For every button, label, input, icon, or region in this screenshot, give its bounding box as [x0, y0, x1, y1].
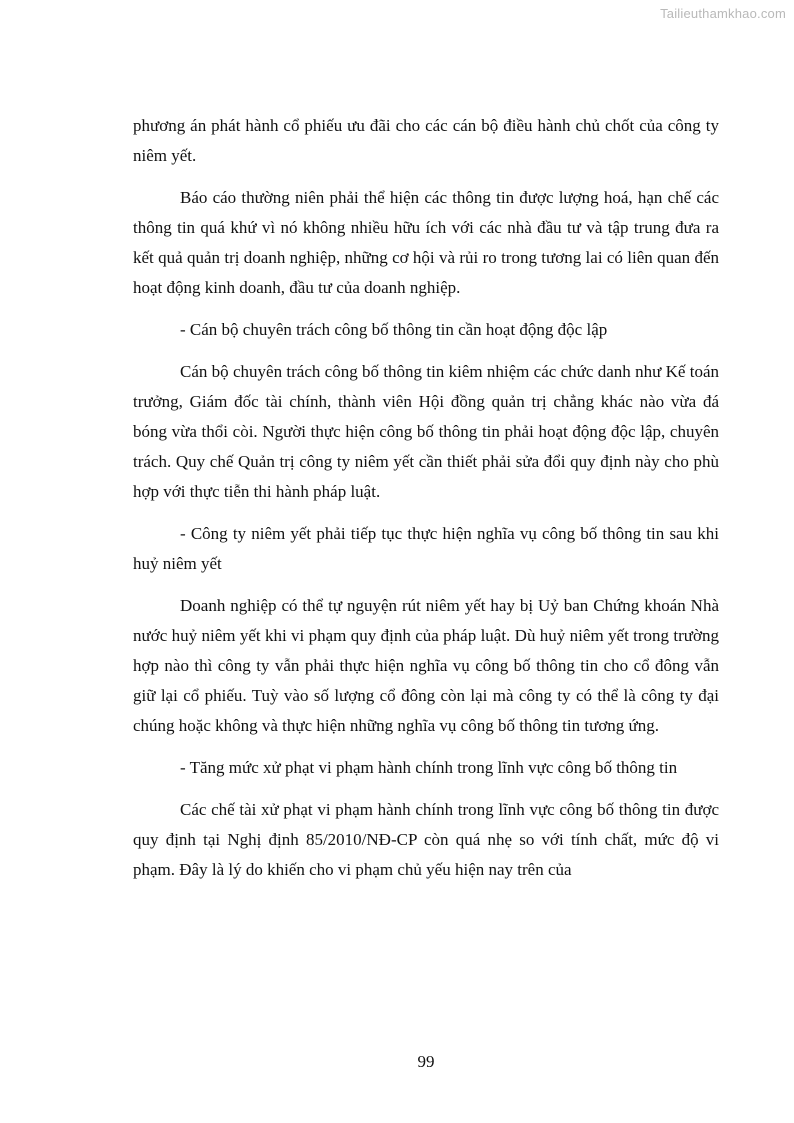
page-number: 99 — [417, 1052, 435, 1071]
paragraph-annual-report: Báo cáo thường niên phải thể hiện các thông tin được lượng hoá, hạn chế các thông tin quá khứ vì nó không nhiều hữu ích với các nhà đầu tư và tập trung đưa ra kết quả quản trị doanh nghiệp, những cơ hội và rủi ro trong tương lai có liên quan đến hoạt động kinh doanh, đầu tư của doanh nghiệp. — [133, 188, 719, 297]
document-body — [133, 111, 719, 897]
heading-penalties: - Tăng mức xử phạt vi phạm hành chính trong lĩnh vực công bố thông tin — [180, 758, 678, 777]
paragraph-continuation: phương án phát hành cổ phiếu ưu đãi cho các cán bộ điều hành chủ chốt của công ty niêm yết. — [133, 116, 719, 165]
heading-delisting-obligation: - Công ty niêm yết phải tiếp tục thực hiện nghĩa vụ công bố thông tin sau khi huỷ niêm yết — [133, 524, 719, 573]
paragraph-disclosure-officer: Cán bộ chuyên trách công bố thông tin kiêm nhiệm các chức danh như Kế toán trưởng, Giám đốc tài chính, thành viên Hội đồng quản trị chẳng khác nào vừa đá bóng vừa thổi còi. Người thực hiện công bố thông tin phải hoạt động độc lập, chuyên trách. Quy chế Quản trị công ty niêm yết cần thiết phải sửa đổi quy định này cho phù hợp với thực tiễn thi hành pháp luật. — [133, 362, 719, 501]
heading-disclosure-officer: - Cán bộ chuyên trách công bố thông tin cần hoạt động độc lập — [180, 320, 608, 339]
watermark: Tailieuthamkhao.com — [660, 6, 786, 21]
paragraph-delisting-obligation: Doanh nghiệp có thể tự nguyện rút niêm yết hay bị Uỷ ban Chứng khoán Nhà nước huỷ niêm yết khi vi phạm quy định của pháp luật. Dù huỷ niêm yết trong trường hợp nào thì công ty vẫn phải thực hiện nghĩa vụ công bố thông tin cho cổ đông vẫn giữ lại cổ phiếu. Tuỳ vào số lượng cổ đông còn lại mà công ty có thể là công ty đại chúng hoặc không và thực hiện những nghĩa vụ công bố thông tin tương ứng. — [133, 596, 719, 735]
paragraph-penalties: Các chế tài xử phạt vi phạm hành chính trong lĩnh vực công bố thông tin được quy định tại Nghị định 85/2010/NĐ-CP còn quá nhẹ so với tính chất, mức độ vi phạm. Đây là lý do khiến cho vi phạm chủ yếu hiện nay trên của — [133, 800, 719, 879]
